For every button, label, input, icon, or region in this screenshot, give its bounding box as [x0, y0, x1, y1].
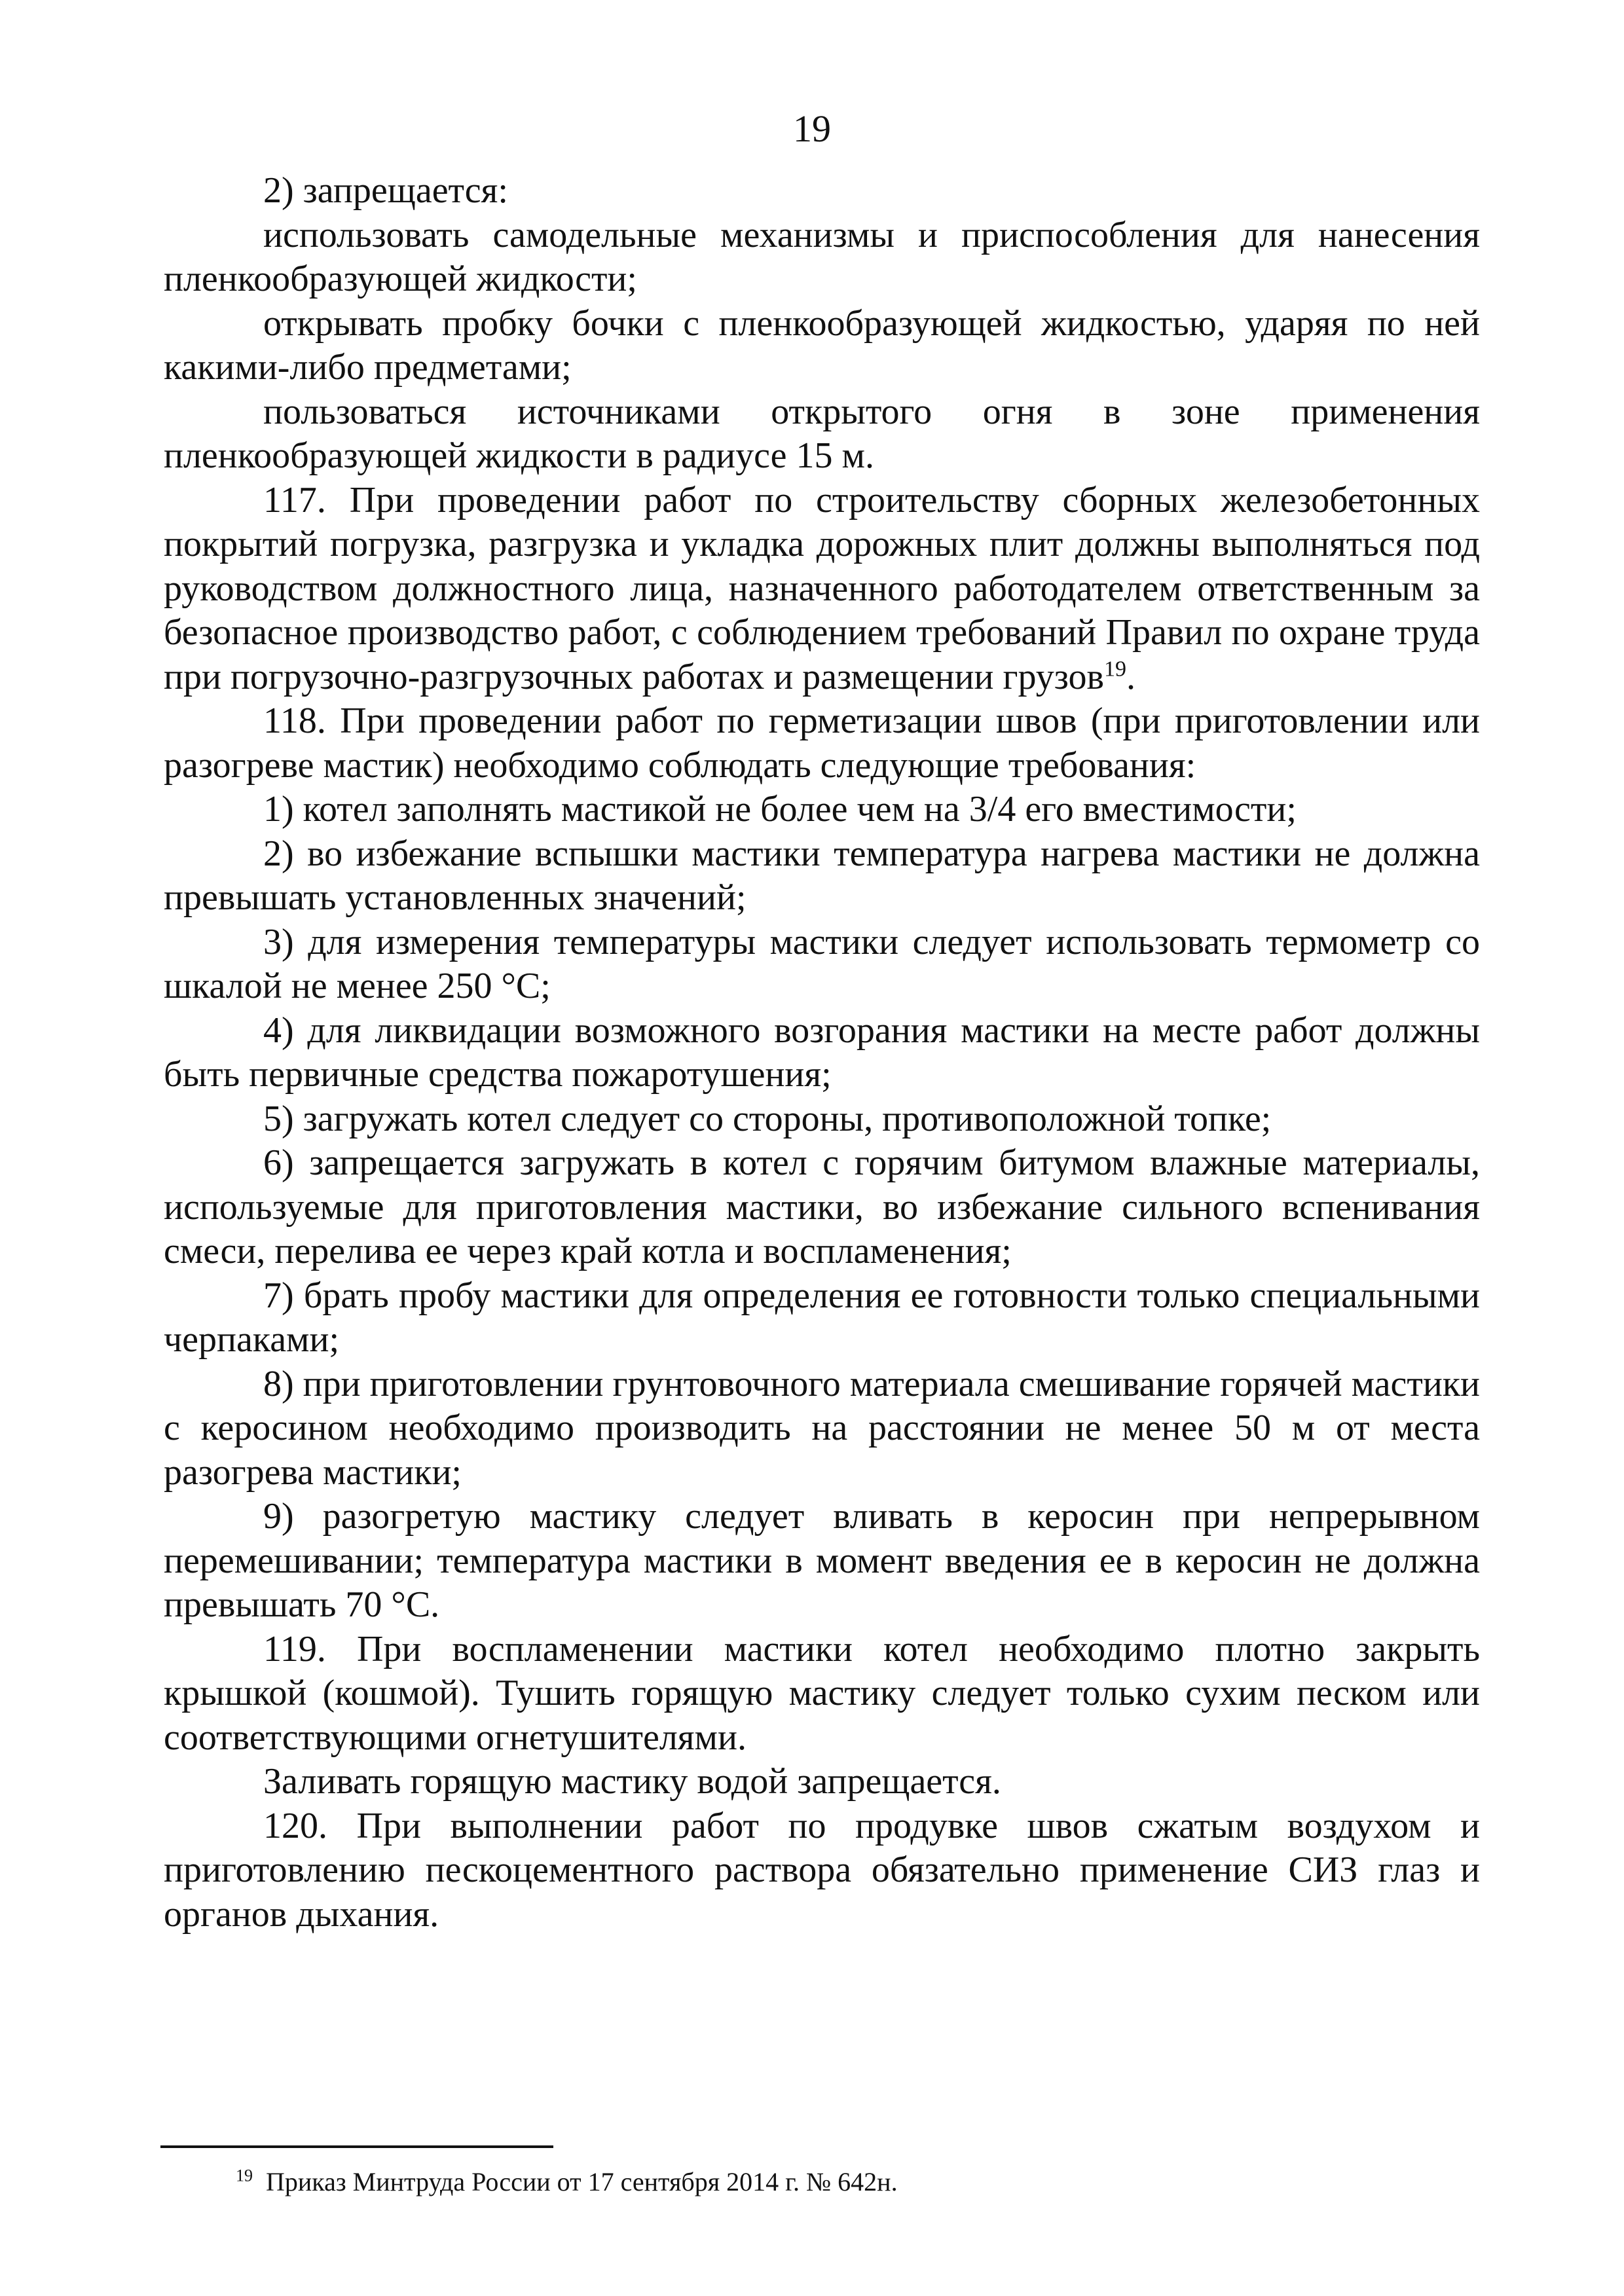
- paragraph-open-fire: пользоваться источниками открытого огня в зоне применения пленкообразующей жидкости в радиусе 15 м.: [164, 391, 1480, 476]
- paragraph-118-item-4: 4) для ликвидации возможного возгорания мастики на месте работ должны быть первичные средства пожаротушения;: [164, 1010, 1480, 1095]
- paragraph-homemade-mechanisms: использовать самодельные механизмы и приспособления для нанесения пленкообразующей жидкости;: [164, 214, 1480, 299]
- paragraph-117-text: 117. При проведении работ по строительству сборных железобетонных покрытий погрузка, разгрузка и укладка дорожных плит должны выполняться под руководством должностного лица, назначенного работодателем ответственным за безопасное производство работ, с соблюдением требований Правил по охране труда при погрузочно-разгрузочных работах и размещении грузов: [164, 479, 1480, 697]
- paragraph-120: 120. При выполнении работ по продувке швов сжатым воздухом и приготовлению пескоцементного раствора обязательно применение СИЗ глаз и органов дыхания.: [164, 1805, 1480, 1935]
- paragraph-118-item-6: 6) запрещается загружать в котел с горячим битумом влажные материалы, используемые для приготовления мастики, во избежание сильного вспенивания смеси, перелива ее через край котла и воспламенения;: [164, 1142, 1480, 1271]
- footnote-reference: 19: [1103, 656, 1126, 681]
- footnote-separator: [160, 2145, 553, 2148]
- footnote-number: 19: [236, 2166, 253, 2185]
- paragraph-118-item-8: 8) при приготовлении грунтовочного материала смешивание горячей мастики с керосином необходимо производить на расстоянии не менее 50 м от места разогрева мастики;: [164, 1363, 1480, 1493]
- document-body: [164, 169, 1480, 1937]
- footnote: [236, 2166, 898, 2198]
- paragraph-2-prohibited: 2) запрещается:: [263, 170, 508, 211]
- paragraph-119-water-prohibited: Заливать горящую мастику водой запрещается.: [263, 1761, 1001, 1802]
- paragraph-open-barrel: открывать пробку бочки с пленкообразующей жидкостью, ударяя по ней какими-либо предметами;: [164, 302, 1480, 388]
- paragraph-118-item-7: 7) брать пробу мастики для определения ее готовности только специальными черпаками;: [164, 1275, 1480, 1360]
- paragraph-118-item-5: 5) загружать котел следует со стороны, противоположной топке;: [263, 1098, 1272, 1139]
- footnote-text: Приказ Минтруда России от 17 сентября 2014 г. № 642н.: [266, 2167, 898, 2196]
- page-number: 19: [793, 107, 831, 150]
- paragraph-118: 118. При проведении работ по герметизации швов (при приготовлении или разогреве мастик) необходимо соблюдать следующие требования:: [164, 701, 1480, 786]
- paragraph-118-item-9: 9) разогретую мастику следует вливать в керосин при непрерывном перемешивании; температура мастики в момент введения ее в керосин не должна превышать 70 °С.: [164, 1496, 1480, 1625]
- paragraph-119: 119. При воспламенении мастики котел необходимо плотно закрыть крышкой (кошмой). Тушить горящую мастику следует только сухим песком или соответствующими огнетушителями.: [164, 1628, 1480, 1758]
- paragraph-118-item-1: 1) котел заполнять мастикой не более чем на 3/4 его вместимости;: [263, 789, 1297, 829]
- paragraph-117-tail: .: [1126, 656, 1135, 697]
- paragraph-117: [164, 479, 1480, 700]
- paragraph-118-item-2: 2) во избежание вспышки мастики температура нагрева мастики не должна превышать установленных значений;: [164, 833, 1480, 918]
- paragraph-118-item-3: 3) для измерения температуры мастики следует использовать термометр со шкалой не менее 250 °С;: [164, 921, 1480, 1006]
